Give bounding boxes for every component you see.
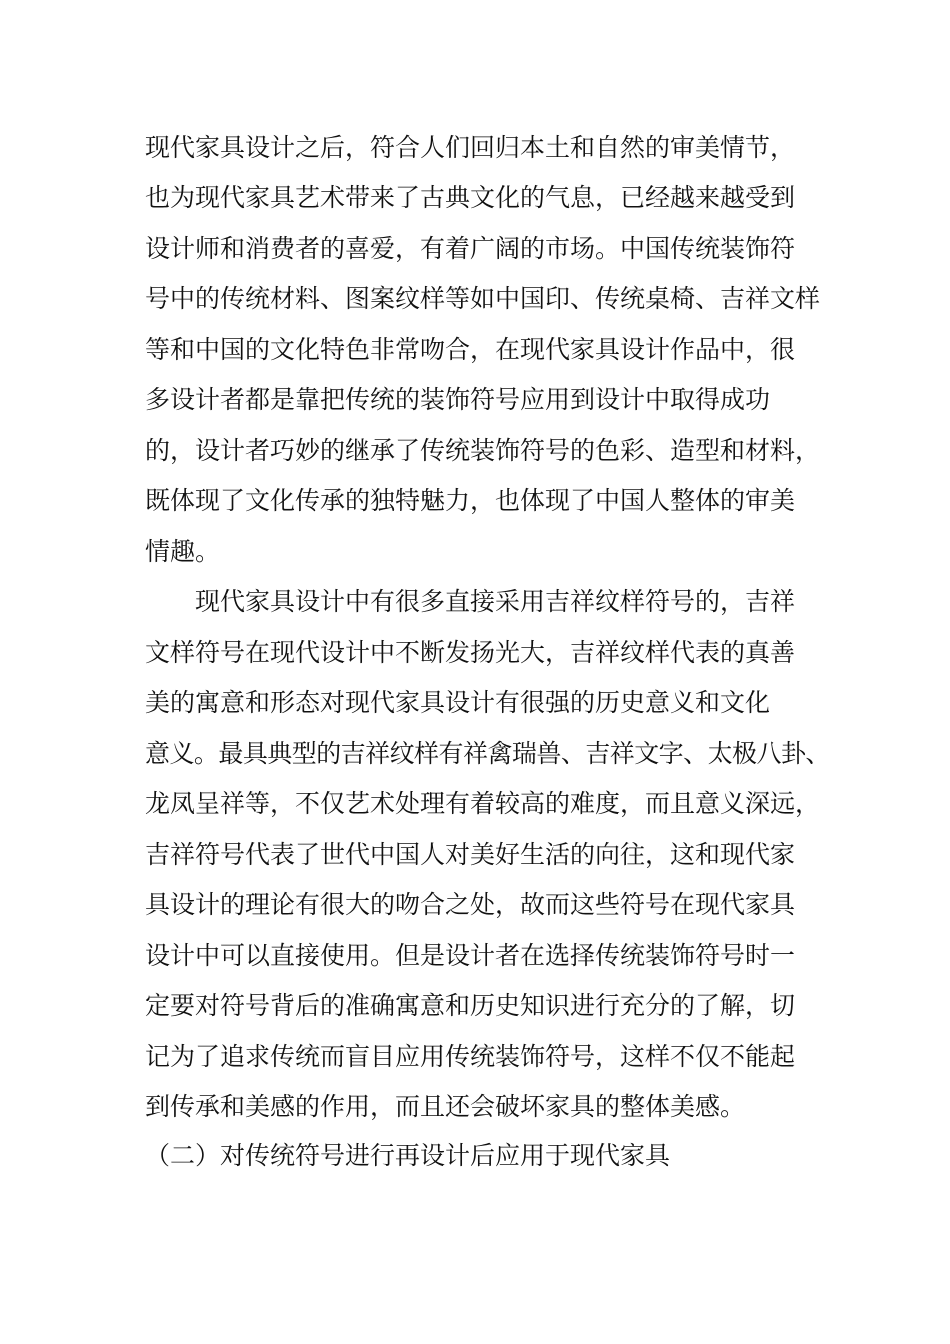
text-line: 文样符号在现代设计中不断发扬光大，吉祥纹样代表的真善 (145, 638, 796, 667)
text-line: 设计师和消费者的喜爱，有着广阔的市场。中国传统装饰符 (145, 234, 796, 263)
text-line: 具设计的理论有很大的吻合之处，故而这些符号在现代家具 (145, 890, 796, 919)
text-line: 等和中国的文化特色非常吻合，在现代家具设计作品中，很 (145, 335, 796, 364)
text-line: 现代家具设计之后，符合人们回归本土和自然的审美情节， (145, 133, 796, 162)
text-line: 意义。最具典型的吉祥纹样有祥禽瑞兽、吉祥文字、太极八卦、 (145, 739, 830, 768)
text-line: 龙凤呈祥等，不仅艺术处理有着较高的难度，而且意义深远， (145, 789, 821, 818)
text-line: 设计中可以直接使用。但是设计者在选择传统装饰符号时一 (145, 941, 796, 970)
text-line: 定要对符号背后的准确寓意和历史知识进行充分的了解，切 (145, 991, 796, 1020)
text-line: 情趣。 (145, 537, 221, 566)
text-line: 现代家具设计中有很多直接采用吉祥纹样符号的，吉祥 (195, 587, 796, 616)
text-line: 多设计者都是靠把传统的装饰符号应用到设计中取得成功 (145, 385, 771, 414)
section-heading: （二）对传统符号进行再设计后应用于现代家具 (145, 1141, 671, 1170)
text-line: 吉祥符号代表了世代中国人对美好生活的向往，这和现代家 (145, 840, 796, 869)
text-line: 到传承和美感的作用，而且还会破坏家具的整体美感。 (145, 1092, 746, 1121)
text-line: 也为现代家具艺术带来了古典文化的气息，已经越来越受到 (145, 183, 796, 212)
text-line: 美的寓意和形态对现代家具设计有很强的历史意义和文化 (145, 688, 771, 717)
text-line: 记为了追求传统而盲目应用传统装饰符号，这样不仅不能起 (145, 1042, 796, 1071)
text-line: 既体现了文化传承的独特魅力，也体现了中国人整体的审美 (145, 486, 796, 515)
text-line: 的，设计者巧妙的继承了传统装饰符号的色彩、造型和材料， (145, 436, 821, 465)
text-line: 号中的传统材料、图案纹样等如中国印、传统桌椅、吉祥文样 (145, 284, 821, 313)
